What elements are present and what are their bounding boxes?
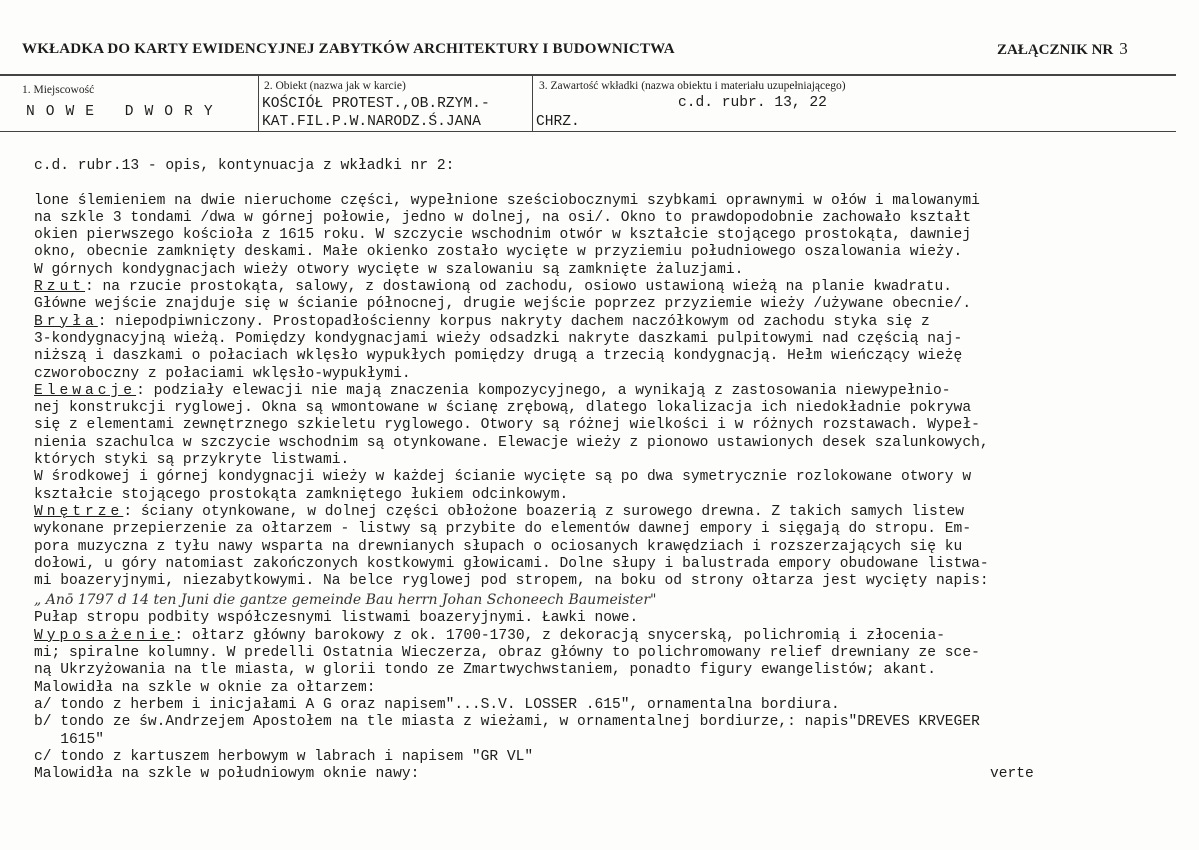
- text-line: pora muzyczna z tyłu nawy wsparta na drewnianych słupach o ociosanych krawędziach i rozszerzających się ku: [34, 538, 963, 555]
- header-divider: [0, 74, 1176, 76]
- text-line: 1615": [34, 731, 105, 748]
- bryla-heading: Bryła: [34, 313, 98, 330]
- text-line: b/ tondo ze św.Andrzejem Apostołem na tle miasta z wieżami, w ornamentalnej bordiurze,: napis"DREVES KRVEGER: [34, 714, 980, 731]
- text-line: mi; spiralne kolumny. W predelli Ostatnia Wieczerza, obraz główny to polichromowany relief drewniany ze sce-: [34, 645, 980, 662]
- form-title: WKŁADKA DO KARTY EWIDENCYJNEJ ZABYTKÓW ARCHITEKTURY I BUDOWNICTWA: [22, 41, 675, 57]
- annex-number: 3: [1119, 39, 1128, 58]
- text-line: Malowidła na szkle w oknie za ołtarzem:: [34, 679, 376, 696]
- text-line: nej konstrukcji ryglowej. Okna są wmontowane w ścianę zrębową, dlatego lokalizacja ich niedokładnie pokrywa: [34, 400, 972, 417]
- text-line: : ołtarz główny barokowy z ok. 1700-1730, z dekoracją snycerską, polichromią i złocenia-: [174, 627, 946, 644]
- handwritten-inscription: „ Anō 1797 d 14 ten Juni die gantze gemeinde Bau herrn Johan Schoneech Baumeister": [34, 592, 657, 609]
- text-line: mi boazeryjnymi, niezabytkowymi. Na belce ryglowej pod stropem, na boku od strony ołtarza jest wycięty napis:: [34, 573, 989, 590]
- wnetrze-section: [34, 504, 1184, 521]
- object-value-line1: KOŚCIÓŁ PROTEST.,OB.RZYM.-: [262, 96, 490, 112]
- intro-line: c.d. rubr.13 - opis, kontynuacja z wkładki nr 2:: [34, 158, 455, 174]
- text-line: a/ tondo z herbem i inicjałami A G oraz napisem"...S.V. LOSSER .615", ornamentalna bordiura.: [34, 696, 840, 713]
- text-line: lone ślemieniem na dwie nieruchome części, wypełnione sześciobocznymi szybkami oprawnymi w ołów i malowanymi: [34, 192, 980, 209]
- object-label: 2. Obiekt (nazwa jak w karcie): [264, 80, 406, 92]
- annex-label-group: [997, 39, 1128, 59]
- elewacje-heading: Elewacje: [34, 382, 137, 399]
- text-line: na szkle 3 tondami /dwa w górnej połowie, jedno w dolnej, na osi/. Okno to prawdopodobnie zachowało kształt: [34, 209, 972, 226]
- bryla-section: [34, 314, 1184, 331]
- text-line: : podziały elewacji nie mają znaczenia kompozycyjnego, a wynikają z zastosowania niewypełnio-: [136, 382, 951, 399]
- elewacje-section: [34, 383, 1184, 400]
- contents-value-line1: c.d. rubr. 13, 22: [678, 95, 827, 111]
- text-line: : na rzucie prostokąta, salowy, z dostawioną od zachodu, osiowo ustawioną wieżą na planie kwadratu.: [85, 279, 953, 296]
- field-divider-1: [258, 76, 259, 132]
- rzut-section: [34, 279, 1184, 296]
- locality-label: 1. Miejscowość: [22, 84, 95, 96]
- text-line: nienia szachulca w szczycie wschodnim są otynkowane. Elewacje wieży z pionowo ustawionych desek szalunkowych,: [34, 434, 989, 451]
- text-line: Malowidła na szkle w południowym oknie nawy:: [34, 766, 420, 783]
- description-body: [34, 158, 1184, 783]
- text-line: c/ tondo z kartuszem herbowym w labrach i napisem "GR VL": [34, 748, 534, 765]
- annex-label: ZAŁĄCZNIK NR: [997, 42, 1114, 58]
- object-value-line2: KAT.FIL.P.W.NARODZ.Ś.JANA: [262, 114, 481, 130]
- wyposazenie-heading: Wyposażenie: [34, 627, 175, 644]
- text-line: : niepodpiwniczony. Prostopadłościenny korpus nakryty dachem naczółkowym od zachodu styka się z: [97, 313, 930, 330]
- text-line: okien pierwszego kościoła z 1615 roku. W szczycie wschodnim otwór w kształcie stojącego prostokąta, dawniej: [34, 227, 972, 244]
- text-line: Pułap stropu podbity współczesnymi listwami boazeryjnymi. Ławki nowe.: [34, 610, 639, 627]
- text-line: których styki są przykryte listwami.: [34, 452, 350, 469]
- blank-line: [34, 175, 1184, 192]
- text-line: kształcie stojącego prostokąta zamkniętego łukiem odcinkowym.: [34, 486, 569, 503]
- text-line: 3-kondygnacyjną wieżą. Pomiędzy kondygnacjami wieży odsadzki nakryte daszkami pulpitowymi nad częścią naj-: [34, 330, 963, 347]
- text-line: okno, obecnie zamknięty deskami. Małe okienko zostało wycięte w przyziemiu południowego oszalowania wieży.: [34, 244, 963, 261]
- verte-note: verte: [990, 766, 1034, 782]
- text-line: W środkowej i górnej kondygnacji wieży w każdej ścianie wycięte są po dwa symetrycznie rozlokowane otwory w: [34, 469, 972, 486]
- text-line: wykonane przepierzenie za ołtarzem - listwy są przybite do elementów dawnej empory i sięgają do stropu. Em-: [34, 521, 972, 538]
- text-line: czworoboczny z połaciami wklęsło-wypukłymi.: [34, 365, 411, 382]
- text-line: się z elementami zewnętrznego szkieletu ryglowego. Otwory są różnej wielkości i w różnych rozstawach. Wypeł-: [34, 417, 980, 434]
- rzut-heading: Rzut: [34, 279, 86, 296]
- text-line: : ściany otynkowane, w dolnej części obłożone boazerią z surowego drewna. Z takich samych listew: [123, 503, 965, 520]
- text-line: dołowi, u góry natomiast zakończonych kostkowymi głowicami. Dolne słupy i balustrada empory obudowane listwa-: [34, 555, 989, 572]
- wnetrze-heading: Wnętrze: [34, 503, 124, 520]
- text-line: Główne wejście znajduje się w ścianie północnej, drugie wejście poprzez przyziemie wieży /używane obecnie/.: [34, 296, 972, 313]
- text-line: W górnych kondygnacjach wieży otwory wycięte w szalowaniu są zamknięte żaluzjami.: [34, 261, 744, 278]
- text-line: ną Ukrzyżowania na tle miasta, w glorii tondo ze Zmartwychwstaniem, ponadto figury ewangelistów; akant.: [34, 662, 937, 679]
- contents-value-line2: CHRZ.: [536, 114, 580, 130]
- contents-label: 3. Zawartość wkładki (nazwa obiektu i materiału uzupełniającego): [539, 80, 846, 92]
- fields-bottom-rule: [0, 131, 1176, 132]
- wyposazenie-section: [34, 628, 1184, 645]
- locality-value: NOWE DWORY: [26, 104, 224, 120]
- text-line: niższą i daszkami o połaciach wklęsło wypukłych pomiędzy drugą a trzecią kondygnacją. Hełm wieńczący wieżę: [34, 348, 963, 365]
- field-divider-2: [532, 76, 533, 132]
